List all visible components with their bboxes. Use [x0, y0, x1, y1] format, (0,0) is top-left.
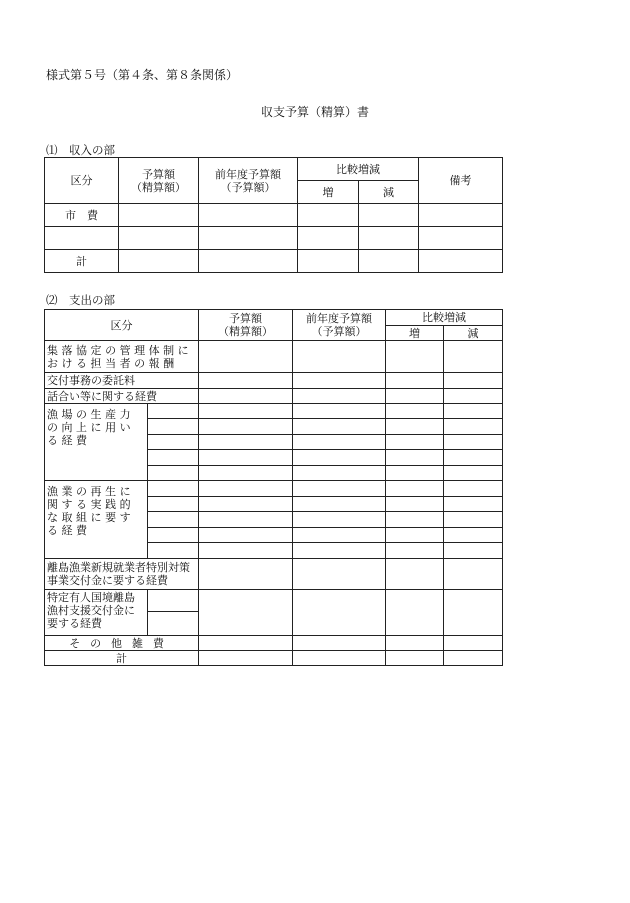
table-cell [386, 389, 444, 404]
expense-item-commission: 交付事務の委託料 [45, 373, 199, 389]
income-header-budget-line1: 予算額 [142, 167, 175, 181]
table-cell [293, 543, 386, 559]
table-cell [444, 559, 503, 590]
table-cell [386, 450, 444, 466]
expense-header-budget-line2: （精算額） [218, 325, 273, 338]
table-cell [148, 481, 199, 497]
table-cell [444, 636, 503, 651]
table-cell [199, 389, 293, 404]
table-cell [444, 435, 503, 450]
income-section-title: ⑴ 収入の部 [46, 143, 115, 157]
income-header-increase: 増 [298, 181, 359, 204]
table-cell [293, 389, 386, 404]
table-cell [386, 497, 444, 512]
table-cell [293, 341, 386, 373]
table-cell [293, 466, 386, 481]
table-cell [199, 466, 293, 481]
table-cell [148, 512, 199, 528]
table-cell [386, 481, 444, 497]
table-cell [293, 481, 386, 497]
table-row [45, 404, 503, 419]
table-cell [386, 341, 444, 373]
income-header-remarks: 備考 [419, 158, 503, 204]
table-row [45, 250, 503, 273]
table-cell [199, 636, 293, 651]
table-cell [386, 651, 444, 666]
expense-item-discussion: 話合い等に関する経費 [45, 389, 199, 404]
table-cell [148, 497, 199, 512]
table-row [45, 636, 503, 651]
table-cell [293, 512, 386, 528]
income-row-label [45, 227, 119, 250]
table-row [45, 227, 503, 250]
table-cell [199, 512, 293, 528]
table-row [45, 590, 503, 612]
income-header-compare: 比較増減 [298, 158, 419, 181]
expense-header-category: 区分 [45, 310, 199, 341]
table-cell [199, 590, 293, 636]
table-cell [199, 404, 293, 419]
table-row [45, 204, 503, 227]
table-row [45, 481, 503, 497]
table-cell [199, 497, 293, 512]
table-cell [148, 419, 199, 435]
table-cell [386, 559, 444, 590]
table-cell [359, 204, 419, 227]
table-cell [293, 419, 386, 435]
table-cell [199, 435, 293, 450]
table-cell [444, 651, 503, 666]
expense-item-border-islands: 特定有人国境離島漁村支援交付金に要する経費 [45, 590, 148, 636]
table-cell [119, 250, 199, 273]
table-cell [148, 528, 199, 543]
table-cell [444, 341, 503, 373]
table-cell [444, 481, 503, 497]
document-title: 収支予算（精算）書 [260, 105, 369, 119]
expense-item-misc: その他雑費 [45, 636, 199, 651]
expense-item-productivity: 漁場の生産力の向上に用いる経費 [45, 404, 148, 481]
table-cell [293, 559, 386, 590]
table-cell [419, 227, 503, 250]
table-cell [148, 435, 199, 450]
expense-header-decrease: 減 [444, 326, 503, 341]
table-cell [199, 373, 293, 389]
table-cell [148, 466, 199, 481]
table-cell [444, 419, 503, 435]
table-cell [419, 204, 503, 227]
table-cell [386, 373, 444, 389]
table-cell [199, 528, 293, 543]
table-cell [386, 512, 444, 528]
table-cell [386, 404, 444, 419]
table-cell [386, 419, 444, 435]
income-header-budget [119, 158, 199, 204]
expense-total-label: 計 [45, 651, 199, 666]
table-row [45, 651, 503, 666]
table-cell [386, 435, 444, 450]
table-cell [148, 450, 199, 466]
table-cell [444, 466, 503, 481]
table-cell [119, 227, 199, 250]
table-cell [293, 373, 386, 389]
table-cell [199, 250, 298, 273]
table-cell [444, 512, 503, 528]
table-row [45, 373, 503, 389]
table-cell [444, 373, 503, 389]
table-cell [298, 227, 359, 250]
income-table [44, 157, 503, 273]
form-number: 様式第５号（第４条、第８条関係） [46, 68, 239, 82]
table-cell [359, 227, 419, 250]
table-cell [293, 528, 386, 543]
income-row-label: 市 費 [45, 204, 119, 227]
table-cell [293, 404, 386, 419]
table-cell [119, 204, 199, 227]
table-cell [386, 466, 444, 481]
table-cell [148, 404, 199, 419]
table-cell [148, 543, 199, 559]
table-cell [293, 497, 386, 512]
table-cell [199, 204, 298, 227]
table-cell [148, 612, 199, 636]
table-cell [444, 543, 503, 559]
table-cell [298, 250, 359, 273]
expense-header-budget [199, 310, 293, 341]
table-row [45, 389, 503, 404]
expense-section-title: ⑵ 支出の部 [46, 293, 115, 307]
income-header-budget-line2: （精算額） [131, 180, 186, 194]
table-cell [359, 250, 419, 273]
table-cell [386, 543, 444, 559]
table-cell [293, 651, 386, 666]
table-cell [444, 528, 503, 543]
income-total-label: 計 [45, 250, 119, 273]
expense-header-prev-year [293, 310, 386, 341]
table-cell [444, 389, 503, 404]
table-cell [419, 250, 503, 273]
expense-item-new-entrants: 離島漁業新規就業者特別対策事業交付金に要する経費 [45, 559, 199, 590]
expense-item-revival: 漁業の再生に関する実践的な取組に要する経費 [45, 481, 148, 559]
table-cell [148, 590, 199, 612]
table-cell [199, 651, 293, 666]
table-row [45, 341, 503, 373]
income-header-decrease: 減 [359, 181, 419, 204]
table-cell [199, 341, 293, 373]
table-cell [444, 450, 503, 466]
table-row [45, 559, 503, 590]
table-cell [199, 481, 293, 497]
expense-table [44, 309, 503, 666]
table-cell [386, 528, 444, 543]
expense-header-prev-line1: 前年度予算額 [306, 312, 372, 325]
table-cell [444, 590, 503, 636]
table-cell [293, 636, 386, 651]
table-cell [199, 543, 293, 559]
table-cell [386, 590, 444, 636]
table-cell [444, 497, 503, 512]
income-header-prev-year [199, 158, 298, 204]
table-cell [293, 435, 386, 450]
table-cell [199, 227, 298, 250]
income-header-prev-line2: （予算額） [220, 180, 276, 194]
expense-header-compare: 比較増減 [386, 310, 503, 326]
table-cell [293, 590, 386, 636]
table-cell [199, 419, 293, 435]
income-header-prev-line1: 前年度予算額 [215, 167, 281, 181]
table-cell [298, 204, 359, 227]
expense-header-increase: 増 [386, 326, 444, 341]
income-header-category: 区分 [45, 158, 119, 204]
table-cell [199, 559, 293, 590]
expense-item-management: 集落協定の管理体制における担当者の報酬 [45, 341, 199, 373]
expense-header-prev-line2: （予算額） [311, 325, 367, 338]
table-cell [386, 636, 444, 651]
table-cell [199, 450, 293, 466]
table-cell [293, 450, 386, 466]
expense-header-budget-line1: 予算額 [229, 312, 262, 325]
table-cell [444, 404, 503, 419]
